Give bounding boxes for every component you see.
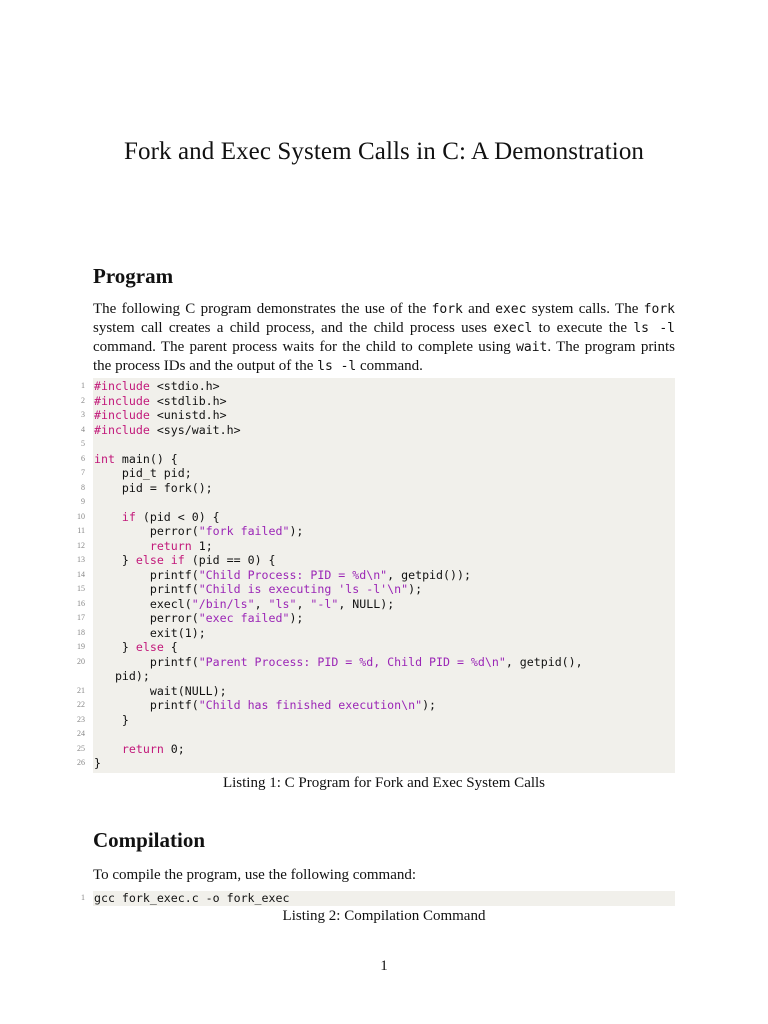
program-description (93, 300, 675, 376)
code-line (77, 654, 675, 670)
paragraph-text: system call creates a child process, and the child process uses (93, 320, 494, 336)
code-directive: #include (94, 379, 150, 393)
code-text: ); (422, 698, 437, 712)
line-number: 20 (77, 656, 85, 666)
code-line (77, 553, 675, 568)
code-text: printf( (94, 654, 199, 669)
code-text (94, 539, 150, 553)
line-number: 1 (81, 893, 85, 902)
code-keyword: int (94, 451, 115, 466)
code-keyword: return (149, 538, 192, 553)
code-line (81, 466, 675, 481)
inline-code: ls -l (633, 321, 675, 336)
line-number: 8 (81, 482, 85, 492)
compilation-description: To compile the program, use the following command: (93, 867, 417, 883)
line-number: 9 (81, 497, 85, 506)
section-heading-compilation: Compilation (93, 828, 206, 852)
code-line (81, 422, 675, 438)
code-listing-compile-command (81, 891, 675, 906)
paragraph-text: and (462, 301, 496, 317)
code-text: , NULL); (338, 596, 395, 611)
code-text: wait(NULL); (94, 683, 227, 698)
paragraph-text: . The program prints the process IDs and the output of the (93, 339, 675, 374)
code-string: "Parent Process: PID = %d, Child PID = %d\n" (198, 654, 506, 669)
code-string: "ls" (268, 596, 297, 611)
code-listing-c-program (77, 378, 675, 773)
code-text: <sys/wait.h> (149, 422, 241, 437)
line-number: 4 (81, 424, 85, 434)
code-text: } (94, 756, 101, 770)
code-line (93, 669, 675, 684)
code-directive: #include (94, 408, 150, 422)
paragraph-text: command. The parent process waits for the child to complete using (93, 339, 517, 355)
code-text: } (94, 640, 136, 654)
line-number: 21 (77, 685, 85, 695)
code-line (77, 683, 675, 699)
code-text: } (94, 712, 129, 727)
code-text: pid); (94, 669, 150, 683)
code-directive: #include (94, 422, 150, 437)
code-line (77, 582, 675, 597)
code-line (77, 640, 675, 655)
code-string: "/bin/ls" (191, 596, 255, 611)
code-directive: #include (94, 393, 150, 408)
line-number: 5 (81, 439, 85, 448)
line-number: 3 (81, 410, 85, 419)
code-text: , (254, 596, 269, 611)
code-keyword: else (135, 640, 164, 654)
code-string: "Child Process: PID = %d\n" (198, 567, 388, 582)
paragraph-text: command. (356, 358, 423, 374)
line-number: 25 (77, 743, 85, 753)
line-number: 14 (77, 569, 85, 579)
code-text: main() { (114, 451, 178, 466)
code-text: { (163, 640, 178, 654)
line-number: 13 (77, 555, 85, 564)
code-line (81, 891, 675, 906)
code-line (81, 408, 675, 423)
code-keyword: else if (135, 553, 185, 567)
code-keyword: if (121, 509, 136, 524)
code-text: ); (289, 611, 304, 625)
code-line (81, 437, 675, 452)
paragraph-text: The following C program demonstrates the use of the (93, 301, 432, 317)
inline-code: ls -l (317, 359, 357, 374)
page-number: 1 (380, 958, 388, 974)
line-number: 11 (77, 526, 85, 535)
line-number: 15 (77, 584, 85, 593)
code-text: (pid < 0) { (135, 509, 220, 524)
code-text (94, 742, 122, 756)
inline-code: wait (516, 340, 548, 355)
code-line (77, 625, 675, 641)
code-text: exit(1); (94, 625, 206, 640)
document-title: Fork and Exec System Calls in C: A Demonstration (123, 138, 645, 165)
inline-code: exec (495, 302, 527, 317)
code-string: "Child has finished execution\n" (198, 698, 423, 712)
code-string: "-l" (310, 596, 339, 611)
code-text: (pid == 0) { (184, 553, 276, 567)
code-text: ); (289, 524, 304, 538)
line-number: 7 (81, 468, 85, 477)
line-number: 22 (77, 700, 85, 709)
line-number: 2 (81, 395, 85, 405)
code-line (77, 741, 675, 757)
code-line (81, 495, 675, 510)
code-text: pid = fork(); (94, 480, 213, 495)
code-text: perror( (94, 524, 199, 538)
code-text: printf( (94, 567, 199, 582)
code-string: "exec failed" (198, 611, 290, 625)
code-text: execl( (94, 596, 192, 611)
section-heading-program: Program (93, 264, 174, 288)
code-line (77, 698, 675, 713)
paragraph-text: system calls. The (526, 301, 644, 317)
code-line (81, 451, 675, 467)
code-text: <stdlib.h> (149, 393, 227, 408)
code-text: pid_t pid; (94, 466, 192, 480)
line-number: 23 (77, 714, 85, 724)
inline-code: execl (493, 321, 533, 336)
line-number: 26 (77, 758, 85, 767)
line-number: 24 (77, 729, 85, 738)
line-number: 12 (77, 540, 85, 550)
code-line (81, 480, 675, 496)
code-text: <stdio.h> (149, 379, 220, 393)
code-text: , getpid()); (387, 567, 471, 582)
code-text: ); (408, 582, 423, 596)
code-line (77, 524, 675, 539)
code-string: "Child is executing 'ls -l'\n" (198, 582, 409, 596)
code-line (77, 727, 675, 742)
code-text: } (94, 553, 136, 567)
code-line (77, 712, 675, 728)
inline-code: fork (643, 302, 675, 317)
code-line (81, 379, 675, 394)
line-number: 10 (77, 511, 85, 521)
code-text: printf( (94, 582, 199, 596)
line-number: 19 (77, 642, 85, 651)
line-number: 16 (77, 598, 85, 608)
listing-1-caption: Listing 1: C Program for Fork and Exec System Calls (222, 775, 546, 791)
code-keyword: return (121, 741, 164, 756)
code-line (77, 567, 675, 583)
code-line (77, 509, 675, 525)
code-text (94, 510, 122, 524)
code-text: printf( (94, 698, 199, 712)
code-line (77, 596, 675, 612)
line-number: 6 (81, 453, 85, 463)
listing-2-caption: Listing 2: Compilation Command (282, 908, 486, 924)
line-number: 17 (77, 613, 85, 622)
code-text: 0; (163, 741, 185, 756)
line-number: 1 (81, 381, 85, 390)
code-text: , getpid(), (505, 654, 583, 669)
code-text: 1; (191, 538, 213, 553)
code-text: gcc fork_exec.c -o fork_exec (94, 891, 290, 905)
code-text: , (296, 596, 311, 611)
code-line (77, 611, 675, 626)
line-number: 18 (77, 627, 85, 637)
code-string: "fork failed" (198, 524, 290, 538)
code-line (77, 538, 675, 554)
code-line (81, 393, 675, 409)
inline-code: fork (431, 302, 463, 317)
paragraph-text: to execute the (532, 320, 634, 336)
code-text: <unistd.h> (149, 408, 227, 422)
code-text: perror( (94, 611, 199, 625)
code-line (77, 756, 675, 771)
